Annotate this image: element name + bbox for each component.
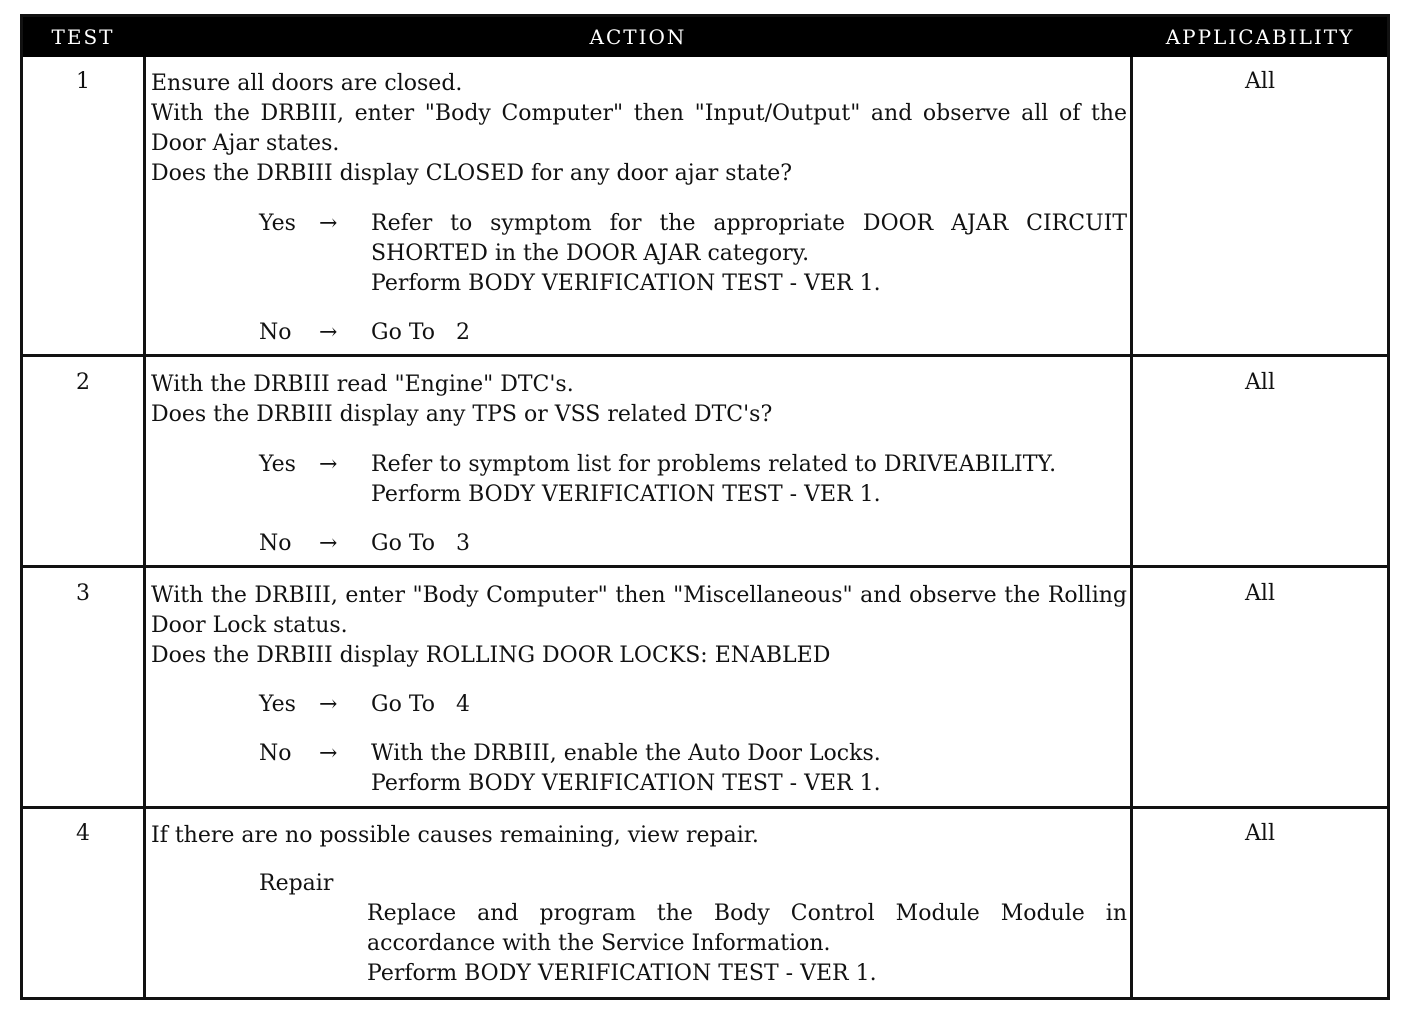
result-text: Go To 4 — [371, 692, 470, 717]
row-divider — [23, 806, 1387, 809]
result-text: With the DRBIII, enable the Auto Door Locks. — [371, 741, 881, 766]
result-text: Refer to symptom list for problems related to DRIVEABILITY. — [371, 452, 1057, 477]
yes-label: Yes — [259, 692, 296, 717]
result-text: Perform BODY VERIFICATION TEST - VER 1. — [371, 771, 881, 796]
action-cell — [151, 370, 1127, 559]
action-text: With the DRBIII, enter "Body Computer" then "Input/Output" and observe all of the Door Ajar states. — [151, 101, 1127, 156]
repair-instructions — [367, 899, 1127, 989]
result-text: Go To 2 — [371, 320, 470, 345]
yes-branch — [151, 690, 1127, 720]
no-branch — [151, 529, 1127, 559]
header-test: TEST — [51, 25, 115, 49]
action-text: Does the DRBIII display ROLLING DOOR LOCKS: ENABLED — [151, 643, 831, 668]
result-text: Perform BODY VERIFICATION TEST - VER 1. — [371, 482, 881, 507]
arrow-icon: → — [319, 320, 338, 345]
table-header — [23, 17, 1387, 57]
repair-text: Replace and program the Body Control Module Module in accordance with the Service Information. — [367, 901, 1127, 956]
column-divider — [1130, 57, 1133, 997]
no-label: No — [259, 741, 292, 766]
applicability-value: All — [1245, 69, 1275, 94]
header-action: ACTION — [589, 25, 687, 49]
column-divider — [143, 57, 146, 997]
test-number: 2 — [76, 370, 90, 395]
repair-text: Perform BODY VERIFICATION TEST - VER 1. — [367, 961, 877, 986]
applicability-value: All — [1245, 370, 1275, 395]
repair-label: Repair — [259, 871, 334, 896]
test-number: 1 — [76, 69, 90, 94]
arrow-icon: → — [319, 211, 338, 236]
no-label: No — [259, 531, 292, 556]
action-cell — [151, 69, 1127, 348]
result-text: Refer to symptom for the appropriate DOOR AJAR CIRCUIT SHORTED in the DOOR AJAR category. — [371, 211, 1127, 266]
arrow-icon: → — [319, 452, 338, 477]
yes-branch — [151, 209, 1127, 299]
test-number: 4 — [76, 821, 90, 846]
no-label: No — [259, 320, 292, 345]
action-cell — [151, 581, 1127, 799]
arrow-icon: → — [319, 741, 338, 766]
action-text: Ensure all doors are closed. — [151, 71, 463, 96]
yes-branch — [151, 450, 1127, 510]
action-text: Does the DRBIII display CLOSED for any door ajar state? — [151, 161, 793, 186]
result-text: Perform BODY VERIFICATION TEST - VER 1. — [371, 271, 881, 296]
diagnostic-table — [20, 14, 1390, 1000]
row-divider — [23, 565, 1387, 568]
arrow-icon: → — [319, 692, 338, 717]
yes-label: Yes — [259, 452, 296, 477]
applicability-value: All — [1245, 821, 1275, 846]
header-applicability: APPLICABILITY — [1165, 25, 1355, 49]
row-divider — [23, 354, 1387, 357]
test-number: 3 — [76, 581, 90, 606]
result-text: Go To 3 — [371, 531, 470, 556]
applicability-value: All — [1245, 581, 1275, 606]
action-text: Does the DRBIII display any TPS or VSS related DTC's? — [151, 402, 773, 427]
yes-label: Yes — [259, 211, 296, 236]
no-branch — [151, 318, 1127, 348]
action-cell — [151, 821, 1127, 989]
action-text: With the DRBIII read "Engine" DTC's. — [151, 372, 574, 397]
no-branch — [151, 739, 1127, 799]
arrow-icon: → — [319, 531, 338, 556]
action-text: With the DRBIII, enter "Body Computer" then "Miscellaneous" and observe the Rolling Door Lock status. — [151, 583, 1127, 638]
action-text: If there are no possible causes remaining, view repair. — [151, 823, 759, 848]
